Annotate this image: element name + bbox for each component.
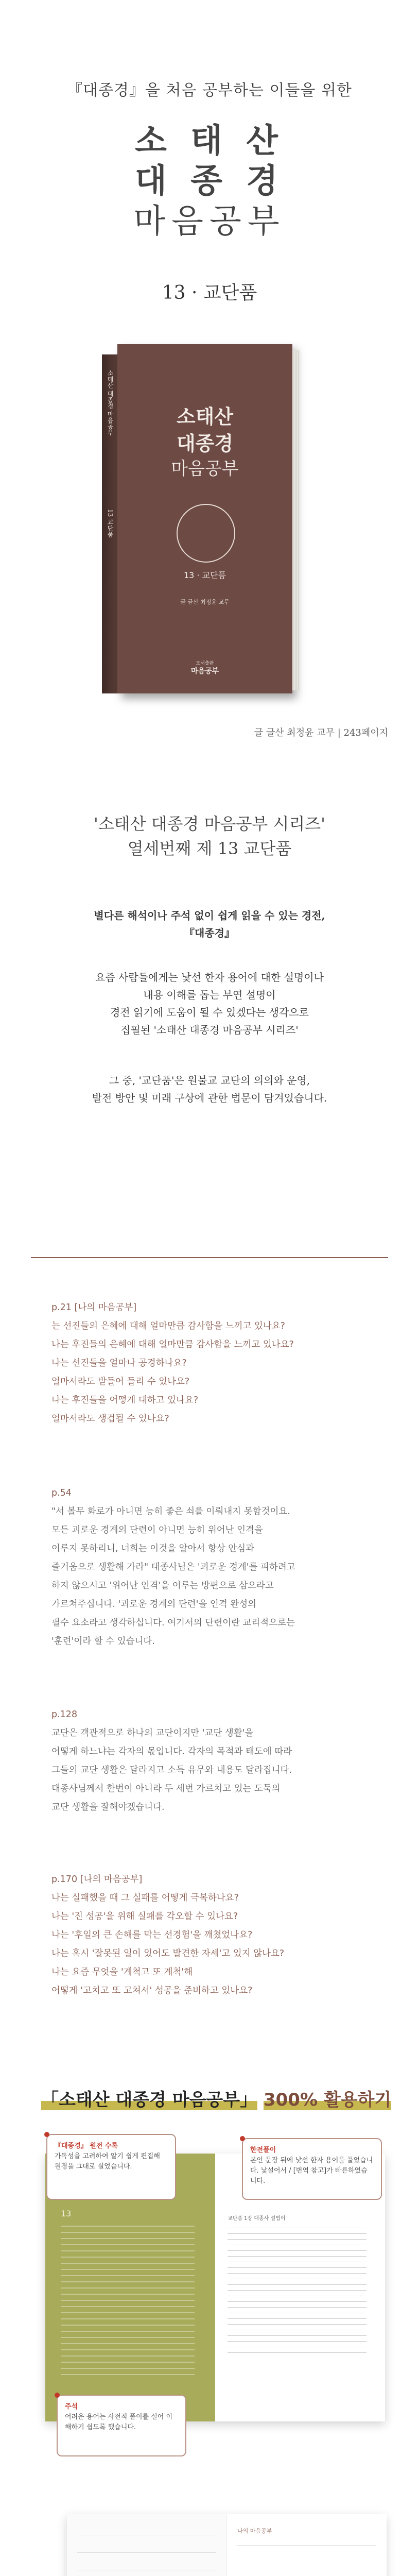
book-pages-edge (292, 350, 300, 690)
quote-line: 나는 후진들의 은혜에 대해 얼마만큼 감사함을 느끼고 있나요? (51, 1340, 294, 1350)
intro-p2-line: 내용 이해를 돕는 부연 설명이 (143, 989, 276, 1001)
quote-line: 대종사님께서 한번이 아니라 두 세번 가르치고 있는 도둑의 (51, 1784, 281, 1794)
intro-p2-line: 경전 읽기에 도움이 될 수 있겠다는 생각으로 (110, 1006, 309, 1019)
cover-line2: 대종경 (176, 432, 234, 455)
quote-line: 가르쳐주십니다. '괴로운 경계의 단련'을 인격 완성의 (51, 1599, 257, 1609)
intro-paragraph-3 (0, 1072, 419, 1107)
hero-subtitle: 『대종경』을 처음 공부하는 이들을 위한 (67, 81, 352, 99)
usage-title-main: 「소태산 대종경 마음공부」 (41, 2090, 258, 2110)
series-heading (0, 811, 419, 861)
book-spine (102, 354, 117, 693)
callout-dot (44, 2132, 49, 2137)
callout-title: 한전풀이 (250, 2146, 276, 2154)
usage-title-accent: 300% 활용하기 (263, 2090, 392, 2110)
callout-body: 어려운 용어는 사전적 풀이를 실어 이해하기 쉽도록 했습니다. (65, 2413, 173, 2431)
quote-line: 즐거움으로 생활해 가라" 대종사님은 '괴로운 경계'를 피하려고 (51, 1562, 295, 1572)
quote-line: 교단은 객관적으로 하나의 교단이지만 '교단 생활'을 (51, 1728, 254, 1738)
book-front (117, 344, 292, 693)
cover-logo-sub: 도서출판 (196, 661, 214, 666)
memo-right-page (226, 2514, 387, 2576)
hero-title-line3: 마음공부 (133, 202, 286, 241)
spine-title: 소태산 대종경 마음공부 (107, 370, 114, 436)
callout-hanja (242, 2138, 382, 2200)
cover-volume: 13 · 교단품 (184, 570, 226, 580)
quote-line: 나는 후진들을 어떻게 대하고 있나요? (51, 1395, 199, 1405)
intro-p2-line: 요즘 사람들에게는 낯선 한자 용어에 대한 설명이나 (95, 971, 324, 984)
quote-ref: p.54 (51, 1488, 72, 1498)
hero-title (0, 121, 419, 242)
cover-line1: 소태산 (176, 405, 234, 428)
intro-p3-line: 발전 방안 및 미래 구상에 관한 법문이 담겨있습니다. (92, 1092, 327, 1104)
intro-p3-line: 그 중, '교단품'은 원불교 교단의 의의와 운영, (109, 1074, 310, 1087)
quote-block-4 (51, 1870, 284, 2000)
left-page-heading: 13 (61, 2209, 72, 2218)
quote-line: 나는 선진들을 얼마나 공경하나요? (51, 1358, 187, 1368)
quote-line: 필수 요소라고 생각하십니다. 여기서의 단련이란 교리적으로는 (51, 1618, 295, 1628)
callout-title: 주석 (65, 2403, 78, 2411)
quote-block-3 (51, 1705, 292, 1817)
quote-line: 나는 '진 성공'을 위해 실패를 각오할 수 있나요? (51, 1911, 238, 1922)
callout-dot (240, 2136, 245, 2141)
spine-volume: 13 교단품 (107, 509, 114, 538)
series-line1: '소태산 대종경 마음공부 시리즈' (94, 814, 325, 834)
callout-title: 『대종경』 원전 수록 (55, 2142, 118, 2150)
intro-p2-line: 집필된 '소태산 대종경 마음공부 시리즈' (120, 1024, 299, 1036)
quote-ref: p.128 (51, 1709, 78, 1720)
callout-notes (57, 2395, 186, 2456)
quote-line: 이루지 못하리니, 너희는 이것을 알아서 항상 안심과 (51, 1544, 254, 1554)
quote-line: 나는 요즘 무엇을 '계척고 또 계척'해 (51, 1967, 193, 1977)
quote-line: 나는 '후일의 큰 손해를 막는 선경험'을 깨쳤었나요? (51, 1930, 253, 1940)
cover-circle-emblem (177, 504, 235, 563)
intro-paragraph-1 (0, 907, 419, 942)
quote-line: 그들의 교단 생활은 달라지고 소득 유무와 내용도 달라집니다. (51, 1765, 292, 1775)
intro-p1-line: 『대종경』 (184, 927, 235, 939)
cover-line3: 마음공부 (171, 459, 239, 479)
white-page-text-lines (228, 2228, 366, 2357)
hero-volume: 13 · 교단품 (162, 282, 257, 303)
quote-block-1 (51, 1298, 294, 1428)
memo-left-lines (77, 2535, 216, 2576)
intro-paragraph-2 (0, 969, 419, 1039)
quote-line: 교단 생활을 잘해야겠습니다. (51, 1802, 165, 1812)
book-spread-2 (67, 2514, 386, 2576)
memo-heading: 나의 마음공부 (237, 2528, 272, 2534)
quote-block-2 (51, 1484, 295, 1651)
quote-line: 어떻게 '고치고 또 고쳐서' 성공을 준비하고 있나요? (51, 1986, 253, 1996)
quote-line: 모든 괴로운 경계의 단련이 아니면 능히 위어난 인격을 (51, 1525, 263, 1535)
memo-left-page (67, 2514, 226, 2576)
callout-original-text (46, 2134, 176, 2200)
callout-body: 본인 문장 뒤에 낯선 한자 용어를 풀었습니다. 낯설어서 / [번역 참고]가 빠른하였습니다. (250, 2157, 373, 2185)
quote-line: 나는 혹시 '잘못된 일이 있어도 발견한 자세'고 있지 않나요? (51, 1948, 285, 1959)
quote-line: 는 선진들의 은혜에 대해 얼마만큼 감사함을 느끼고 있나요? (51, 1321, 285, 1331)
quote-ref: p.170 [나의 마음공부] (51, 1874, 143, 1885)
quote-line: 얼마서라도 생겁될 수 있나요? (51, 1414, 169, 1424)
quote-line: 어떻게 하느냐는 각자의 몫입니다. 각자의 목적과 태도에 따라 (51, 1747, 292, 1757)
callout-body: 가독성을 고려하여 알기 쉽게 편집해 원경을 그대로 실었습니다. (55, 2153, 160, 2171)
cover-author: 글 글산 최정윤 교무 (180, 599, 230, 605)
quote-line: "서 볼무 화로가 아니면 능히 좋은 쇠를 이뤄내지 못함것이요. (51, 1506, 290, 1517)
olive-page-text-lines (61, 2226, 195, 2380)
section-divider (31, 1257, 388, 1258)
author-info: 글 글산 최정윤 교무 | 243페이지 (254, 727, 388, 738)
cover-logo: 마음공부 (190, 667, 219, 675)
usage-section-title (41, 2086, 391, 2111)
right-page-heading: 교단품 1장 대종사 설법이 (228, 2216, 286, 2222)
quote-ref: p.21 [나의 마음공부] (51, 1302, 137, 1313)
quote-line: '훈련'이라 할 수 있습니다. (51, 1636, 155, 1647)
hero-title-line1: 소 태 산 (134, 122, 285, 160)
series-line2: 열세번째 제 13 교단품 (127, 839, 292, 858)
intro-p1-line: 별다른 해석이나 주석 없이 쉽게 읽을 수 있는 경전, (94, 909, 325, 922)
quote-line: 얼마서라도 받들어 들리 수 있나요? (51, 1377, 190, 1387)
hero-title-line2: 대 종 경 (134, 162, 285, 200)
callout-dot (55, 2393, 60, 2398)
book-cover-image (102, 344, 308, 705)
quote-line: 나는 실패했을 때 그 실패를 어떻게 극복하나요? (51, 1893, 239, 1903)
memo-right-lines (237, 2545, 376, 2576)
quote-line: 하지 않으시고 '위어난 인격'을 이루는 방편으로 삼으라고 (51, 1581, 274, 1591)
